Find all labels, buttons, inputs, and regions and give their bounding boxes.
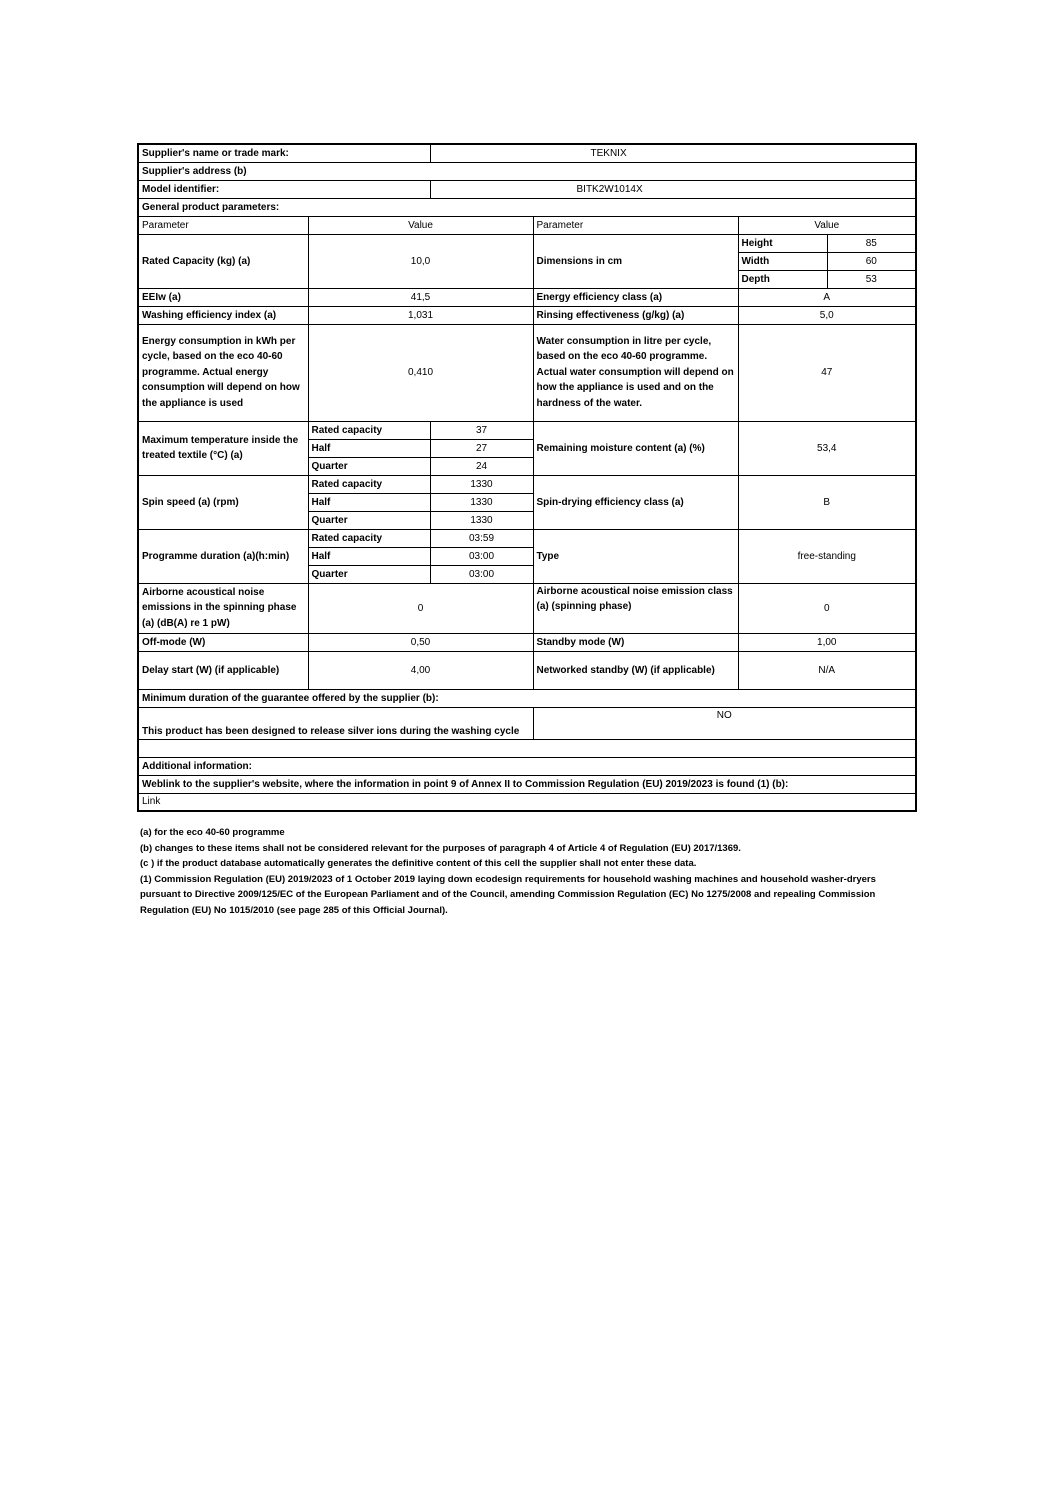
supplier-name-value: TEKNIX <box>430 144 916 162</box>
max-temp-quarter-value: 24 <box>430 457 533 475</box>
water-consumption-value: 47 <box>738 324 916 421</box>
max-temp-half-value: 27 <box>430 439 533 457</box>
rated-capacity-value: 10,0 <box>308 234 533 288</box>
spin-speed-quarter-label: Quarter <box>308 511 430 529</box>
energy-consumption-value: 0,410 <box>308 324 533 421</box>
header-parameter-left: Parameter <box>138 216 308 234</box>
off-mode-value: 0,50 <box>308 633 533 651</box>
duration-rated-value: 03:59 <box>430 529 533 547</box>
footnote-c: (c ) if the product database automatically generates the definitive content of this cell the supplier shall not enter these data. <box>140 858 697 869</box>
rated-capacity-label: Rated Capacity (kg) (a) <box>138 234 308 288</box>
washing-index-label: Washing efficiency index (a) <box>138 306 308 324</box>
blank-cell <box>138 739 916 757</box>
additional-info-label: Additional information: <box>138 757 916 775</box>
general-parameters-label: General product parameters: <box>138 198 916 216</box>
header-row <box>138 216 916 234</box>
moisture-value: 53,4 <box>738 421 916 475</box>
duration-label: Programme duration (a)(h:min) <box>138 529 308 583</box>
delay-start-label: Delay start (W) (if applicable) <box>138 651 308 689</box>
eeiw-value: 41,5 <box>308 288 533 306</box>
moisture-label: Remaining moisture content (a) (%) <box>533 421 738 475</box>
noise-row <box>138 583 916 633</box>
energy-class-value: A <box>738 288 916 306</box>
duration-row <box>138 529 916 547</box>
duration-quarter-label: Quarter <box>308 565 430 583</box>
spin-speed-label: Spin speed (a) (rpm) <box>138 475 308 529</box>
header-parameter-right: Parameter <box>533 216 738 234</box>
noise-class-value: 0 <box>738 583 916 633</box>
noise-value: 0 <box>308 583 533 633</box>
noise-class-label: Airborne acoustical noise emission class (a) (spinning phase) <box>533 583 738 633</box>
eeiw-label: EEIw (a) <box>138 288 308 306</box>
width-value: 60 <box>827 252 916 270</box>
general-parameters-row <box>138 198 916 216</box>
product-information-table <box>137 143 917 812</box>
spin-speed-half-label: Half <box>308 493 430 511</box>
max-temp-row <box>138 421 916 439</box>
footnotes <box>140 825 910 918</box>
delay-start-row <box>138 651 916 689</box>
height-label: Height <box>738 234 827 252</box>
supplier-name-row <box>138 144 916 162</box>
link-value[interactable]: Link <box>138 793 916 811</box>
energy-class-label: Energy efficiency class (a) <box>533 288 738 306</box>
dimensions-label: Dimensions in cm <box>533 234 738 288</box>
model-identifier-value: BITK2W1014X <box>430 180 916 198</box>
max-temp-label: Maximum temperature inside the treated textile (°C) (a) <box>138 421 308 475</box>
rated-capacity-row <box>138 234 916 252</box>
consumption-row <box>138 324 916 421</box>
link-row <box>138 793 916 811</box>
eeiw-row <box>138 288 916 306</box>
header-value-left: Value <box>308 216 533 234</box>
supplier-address-row <box>138 162 916 180</box>
duration-quarter-value: 03:00 <box>430 565 533 583</box>
duration-half-label: Half <box>308 547 430 565</box>
washing-index-row <box>138 306 916 324</box>
silver-ions-row <box>138 707 916 739</box>
silver-ions-label: This product has been designed to release silver ions during the washing cycle <box>138 707 533 739</box>
duration-half-value: 03:00 <box>430 547 533 565</box>
spin-speed-row <box>138 475 916 493</box>
spin-speed-rated-label: Rated capacity <box>308 475 430 493</box>
duration-rated-label: Rated capacity <box>308 529 430 547</box>
energy-consumption-label: Energy consumption in kWh per cycle, based on the eco 40-60 programme. Actual energy consumption will depend on how the appliance is used <box>138 324 308 421</box>
max-temp-rated-label: Rated capacity <box>308 421 430 439</box>
spin-class-value: B <box>738 475 916 529</box>
footnote-a: (a) for the eco 40-60 programme <box>140 827 285 838</box>
depth-label: Depth <box>738 270 827 288</box>
spin-class-label: Spin-drying efficiency class (a) <box>533 475 738 529</box>
delay-start-value: 4,00 <box>308 651 533 689</box>
product-fiche <box>137 143 915 812</box>
type-value: free-standing <box>738 529 916 583</box>
supplier-name-label: Supplier's name or trade mark: <box>138 144 430 162</box>
footnote-b: (b) changes to these items shall not be considered relevant for the purposes of paragraph 4 of Article 4 of Regulation (EU) 2017/1369. <box>140 842 741 854</box>
guarantee-row <box>138 689 916 707</box>
max-temp-half-label: Half <box>308 439 430 457</box>
guarantee-label: Minimum duration of the guarantee offered by the supplier (b): <box>138 689 916 707</box>
header-value-right: Value <box>738 216 916 234</box>
type-label: Type <box>533 529 738 583</box>
blank-row <box>138 739 916 757</box>
rinsing-label: Rinsing effectiveness (g/kg) (a) <box>533 306 738 324</box>
footnote-1: (1) Commission Regulation (EU) 2019/2023 of 1 October 2019 laying down ecodesign requirements for household washing machines and household washer-dryers pursuant to Directive 2009/125/EC of the European Parliament and of the Council, amending Commission Regulation (EC) No 1275/2008 and repealing Commission Regulation (EU) No 1015/2010 (see page 285 of this Official Journal). <box>140 873 876 916</box>
additional-info-row <box>138 757 916 775</box>
water-consumption-label: Water consumption in litre per cycle, based on the eco 40-60 programme. Actual water consumption will depend on how the appliance is used and on the hardness of the water. <box>533 324 738 421</box>
spin-speed-quarter-value: 1330 <box>430 511 533 529</box>
networked-label: Networked standby (W) (if applicable) <box>533 651 738 689</box>
silver-ions-value: NO <box>533 707 916 739</box>
depth-value: 53 <box>827 270 916 288</box>
networked-value: N/A <box>738 651 916 689</box>
spin-speed-rated-value: 1330 <box>430 475 533 493</box>
model-identifier-label: Model identifier: <box>138 180 430 198</box>
width-label: Width <box>738 252 827 270</box>
spin-speed-half-value: 1330 <box>430 493 533 511</box>
model-identifier-row <box>138 180 916 198</box>
weblink-row <box>138 775 916 793</box>
max-temp-rated-value: 37 <box>430 421 533 439</box>
off-mode-row <box>138 633 916 651</box>
max-temp-quarter-label: Quarter <box>308 457 430 475</box>
noise-label: Airborne acoustical noise emissions in the spinning phase (a) (dB(A) re 1 pW) <box>138 583 308 633</box>
weblink-label: Weblink to the supplier's website, where the information in point 9 of Annex II to Commission Regulation (EU) 2019/2023 is found (1) (b): <box>138 775 916 793</box>
rinsing-value: 5,0 <box>738 306 916 324</box>
off-mode-label: Off-mode (W) <box>138 633 308 651</box>
washing-index-value: 1,031 <box>308 306 533 324</box>
supplier-address-label: Supplier's address (b) <box>138 162 916 180</box>
height-value: 85 <box>827 234 916 252</box>
standby-label: Standby mode (W) <box>533 633 738 651</box>
standby-value: 1,00 <box>738 633 916 651</box>
